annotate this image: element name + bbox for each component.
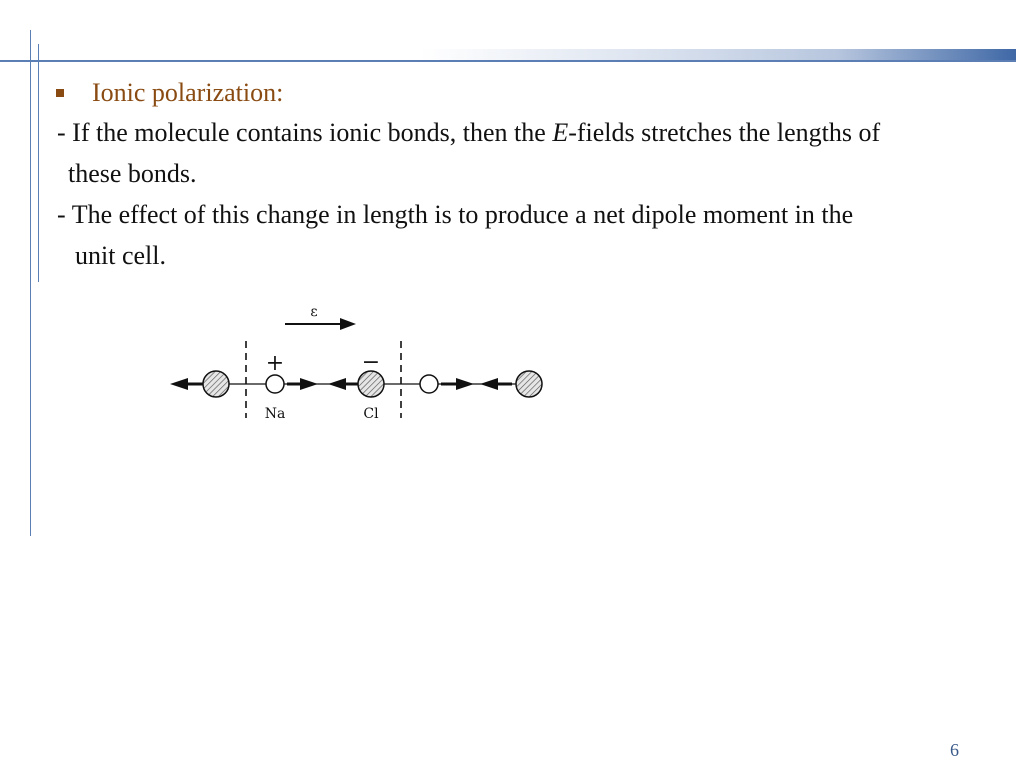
- paragraph-2-line-2: unit cell.: [75, 241, 166, 270]
- field-arrow: [285, 318, 356, 330]
- na-ion: [266, 375, 284, 393]
- cl-ion-right: [516, 371, 542, 397]
- plus-sign: +: [265, 351, 285, 376]
- paragraph-1-italic-e: E: [552, 118, 569, 147]
- section-heading: Ionic polarization:: [92, 78, 284, 107]
- page-number: 6: [950, 740, 959, 760]
- arrow-right-left: [480, 378, 498, 390]
- heading-bullet-row: [56, 78, 283, 108]
- paragraph-1-line-1: [57, 112, 880, 153]
- cl-ion-left: [203, 371, 229, 397]
- field-label: ε: [310, 304, 318, 320]
- na-ion-right: [420, 375, 438, 393]
- top-horizontal-rule: [0, 60, 1016, 62]
- cl-label: Cl: [363, 406, 379, 422]
- left-vertical-rule-inner: [38, 44, 39, 282]
- arrow-left-end: [170, 378, 188, 390]
- left-vertical-rule-outer: [30, 30, 31, 536]
- minus-sign: −: [361, 350, 381, 375]
- arrow-na-right: [300, 378, 318, 390]
- na-label: Na: [264, 406, 286, 422]
- arrow-cl-left: [328, 378, 346, 390]
- arrow-center-right: [456, 378, 474, 390]
- square-bullet-icon: [56, 89, 64, 97]
- ionic-polarization-diagram: [160, 296, 560, 428]
- paragraph-1-line-2: these bonds.: [68, 159, 197, 188]
- paragraph-2-line-1: - The effect of this change in length is to produce a net dipole moment in the: [57, 200, 854, 229]
- paragraph-1-prefix: - If the molecule contains ionic bonds, then the: [57, 118, 553, 147]
- paragraph-1-suffix: -fields stretches the lengths of: [568, 118, 881, 147]
